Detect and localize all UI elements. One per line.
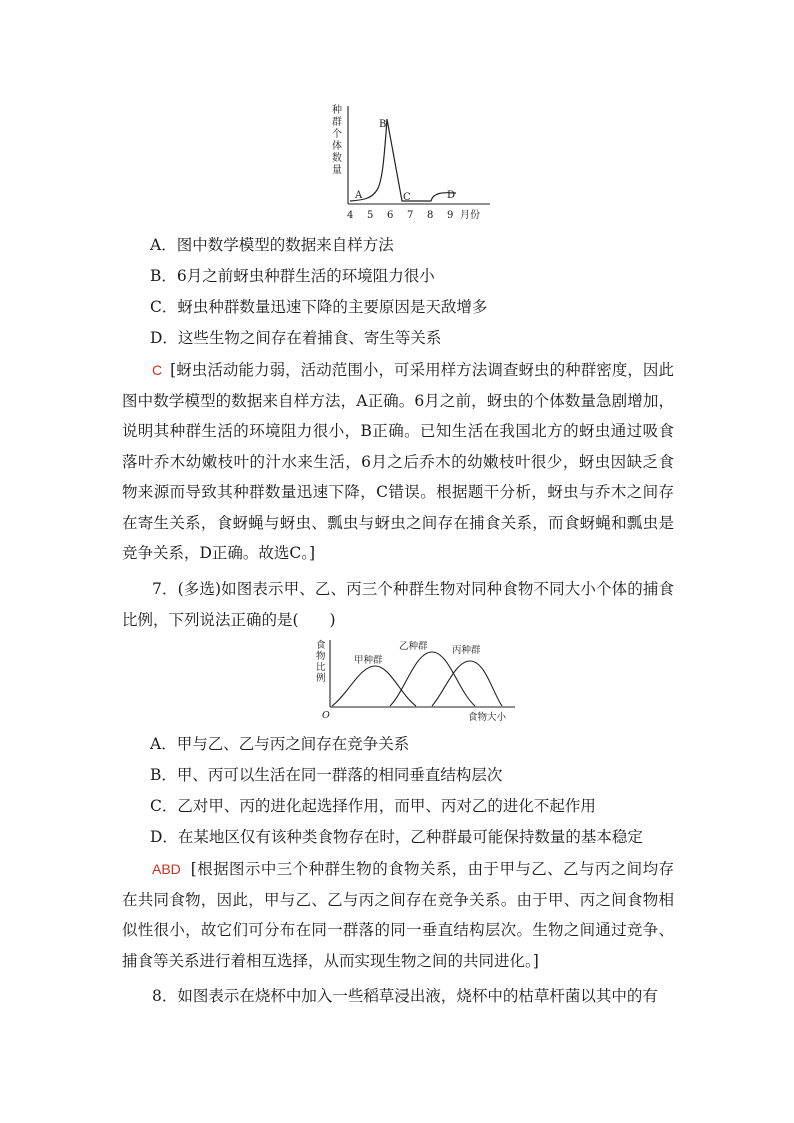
q7-explanation-text: [根据图示中三个种群生物的食物关系，由于甲与乙、乙与丙之间均存在共同食物，因此，甲与乙、乙与丙之间存在竞争关系。由于甲、丙之间食物相似性很小，故它们可分布在同一群落的同一垂直结构层次。生物之间通过竞争、捕食等关系进行着相互选择，从而实现生物之间的共同进化。] xyxy=(122,860,674,970)
q6-option-a: A．图中数学模型的数据来自样方法 xyxy=(150,236,394,254)
q7-stem: 7．(多选)如图表示甲、乙、丙三个种群生物对同种食物不同大小个体的捕食比例，下列说法正确的是( ) xyxy=(122,580,674,629)
series-label-jia: 甲种群 xyxy=(354,655,383,666)
point-label-b: B xyxy=(379,119,387,130)
q7-option-c: C．乙对甲、丙的进化起选择作用，而甲、丙对乙的进化不起作用 xyxy=(150,797,596,815)
q7-option-b: B．甲、丙可以生活在同一群落的相同垂直结构层次 xyxy=(150,766,503,784)
x-tick-label: 4 xyxy=(347,210,354,221)
q6-answer: C xyxy=(152,362,163,378)
x-tick-label: 7 xyxy=(407,210,414,221)
series-label-yi: 乙种群 xyxy=(399,641,428,652)
point-label-c: C xyxy=(403,192,411,203)
y-axis-char: 种 xyxy=(332,105,342,116)
series-label-bing: 丙种群 xyxy=(452,645,481,656)
y-axis-char: 食 xyxy=(316,640,326,651)
x-axis-unit: 月份 xyxy=(460,210,480,221)
y-axis-char: 个 xyxy=(332,129,342,140)
q7-option-a: A．甲与乙、乙与丙之间存在竞争关系 xyxy=(150,735,410,753)
origin-label: O xyxy=(322,710,330,721)
aphid-curve xyxy=(350,119,456,201)
figure-food-size xyxy=(310,636,522,724)
x-tick-label: 6 xyxy=(387,210,394,221)
q6-explanation-text: [蚜虫活动能力弱，活动范围小，可采用样方法调查蚜虫的种群密度，因此图中数学模型的数据来自样方法，A正确。6月之前，蚜虫的个体数量急剧增加，说明其种群生活的环境阻力很小，B正确。已知生活在我国北方的蚜虫通过吸食落叶乔木幼嫩枝叶的汁水来生活，6月之后乔木的幼嫩枝叶很少，蚜虫因缺乏食物来源而导致其种群数量迅速下降，C错误。根据题干分析，蚜虫与乔木之间存在寄生关系，食蚜蝇与蚜虫、瓢虫与蚜虫之间存在捕食关系，而食蚜蝇和瓢虫是竞争关系，D正确。故选C。] xyxy=(122,361,674,562)
q6-explanation xyxy=(122,355,674,569)
figure-aphid-population xyxy=(330,102,500,224)
q7-option-d: D．在某地区仅有该种类食物存在时，乙种群最可能保持数量的基本稳定 xyxy=(150,828,643,846)
x-axis-label: 食物大小 xyxy=(468,712,507,723)
x-tick-label: 5 xyxy=(367,210,374,221)
y-axis-char: 比 xyxy=(316,662,326,673)
y-axis-char: 物 xyxy=(316,651,326,662)
y-axis-char: 体 xyxy=(332,141,342,152)
food-size-chart xyxy=(310,636,522,724)
y-axis-char: 量 xyxy=(332,165,342,176)
q7-explanation xyxy=(122,854,674,976)
q8-stem: 8．如图表示在烧杯中加入一些稻草浸出液，烧杯中的枯草杆菌以其中的有 xyxy=(152,987,658,1005)
q6-option-c: C．蚜虫种群数量迅速下降的主要原因是天敌增多 xyxy=(150,298,488,316)
q6-option-b: B．6月之前蚜虫种群生活的环境阻力很小 xyxy=(150,267,435,285)
q7-answer: ABD xyxy=(152,861,181,877)
y-axis-char: 群 xyxy=(332,117,342,128)
y-axis-char: 数 xyxy=(332,153,342,164)
y-axis-char: 例 xyxy=(316,673,326,684)
series-curve-bing xyxy=(432,661,502,706)
point-label-a: A xyxy=(355,190,363,201)
series-curve-yi xyxy=(390,652,475,706)
q6-option-d: D．这些生物之间存在着捕食、寄生等关系 xyxy=(150,329,442,347)
point-label-d: D xyxy=(447,190,456,201)
aphid-population-chart xyxy=(330,102,500,224)
x-tick-label: 8 xyxy=(427,210,434,221)
x-tick-label: 9 xyxy=(447,210,454,221)
